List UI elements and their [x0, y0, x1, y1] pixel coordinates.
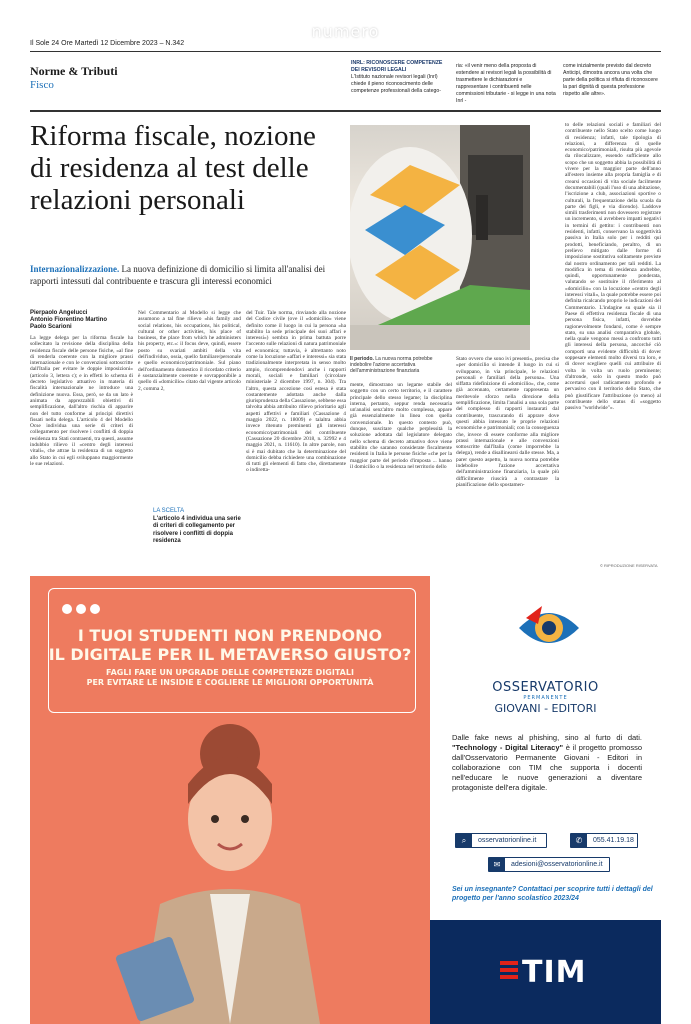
teaser-body: come inizialmente previsto dal decreto Anticipi, dimostra ancora una volta che parte della politica si rifiuta di riconoscere la pari dignità di questa professione rispetto alle altre».	[563, 63, 658, 97]
teacher-question: Sei un insegnante? Contattaci per scoprire tutti i dettagli del progetto per l'anno scolastico 2023/24	[452, 886, 653, 902]
desc-text: è il progetto promosso dall'Osservatorio Permanente Giovani - Editori in collaborazione con TIM che supporta i docenti nell'educare le nuove generazioni a diventare protagoniste dell'era digitale.	[452, 743, 642, 792]
article-column-5: Stato ovvero che sono ivi presenti», precisa che «per domicilio si intende il luogo in cui si sviluppano, in via principale, le relazioni personali e familiari della persona». Una siffatta ridefinizione di «domicilio», che, come già accennato, certamente rappresenta un meritevole sforzo nella direzione della semplificazione, limita l'analisi a una sola parte del complesso di rapporti instaurati dal contribuente, trascurando di apprare dove questi abbia intessuto le proprie relazioni economiche e patrimoniali; con la conseguenza che, invece di essere conforme alla migliore prassi internazionale e alle convenzioni sottoscritte dall'Italia (come imporrebbe la delega), rende a disallinearsi dalle stesse. Ma, a parer questo aspetto, la nuova norma potrebbe indebolire l'azione accertativa dell'amministrazione finanziaria, la quale più difficilmente riuscirà a contrastare la pianificazione dello spostamen-	[456, 356, 559, 488]
org-name	[430, 680, 661, 701]
kicker-label: Internazionalizzazione.	[30, 264, 120, 274]
pull-quote-label: LA SCELTA	[153, 508, 185, 514]
article-column-3: del Tuir. Tale norma, rinviando alla nozione del Codice civile (ove il «domicilio» viene definito come il luogo in cui la persona «ha stabilito la sede principale dei suoi affari e interessi») sembra in prima battuta porre l'accento sulle relazioni di natura patrimoniale ed economica; tuttavia, è altrettanto noto come la locuzione «affari e interessi» sia stata tradizionalmente interpretata in senso molto ampio, ricomprendendovi anche i rapporti morali, sociali e familiari (circolare ministeriale 2 dicembre 1997, n. 304). Tra l'altro, questa accezione così estesa è stata costantemente adottata anche dalla giurisprudenza della Cassazione, sebbene essa talvolta abbia attribuito rilievo prioritario agli aspetti affettivi e familiari (Cassazione 4 maggio 2022, n. 18009) e talaltra abbia invece ritenuto preminenti gli interessi economico/patrimoniali del contribuente (Cassazione 20 dicembre 2018, n. 32992 e 4 maggio 2021, n. 11610). In altre parole, non si è mai dubitato che la determinazione del domicilio debba richiedere una combinazione di tutti gli elementi di fatto che, direttamente o indiretta-	[246, 310, 346, 474]
author: Pierpaolo Angelucci	[30, 310, 88, 316]
mail-icon: ✉	[489, 858, 505, 871]
email-link[interactable]	[488, 857, 610, 872]
teaser-column-1	[351, 60, 451, 95]
ad-subheadline: FAGLI FARE UN UPGRADE DELLE COMPETENZE DIGITALI	[106, 668, 354, 677]
phone-text: 055.41.19.18	[593, 837, 634, 844]
caption-text: La nuova norma potrebbe indebolire l'azione accertativa dell'amministrazione finanziaria	[350, 356, 433, 374]
ad-headline-line: I TUOI STUDENTI NON PRENDONO	[77, 626, 383, 645]
article-column-4: mente, dimostrano un legame stabile del soggetto con un certo territorio, e il carattere principale dello stesso legame; la disciplina interna, pertanto, seppur renda necessaria un'analisi senz'altro molto complessa, appare già essenzialmente in linea con quella convenzionale. In questo contesto può, dunque, suscitare qualche perplessità la soluzione adottata dal legislatore delegato nello schema di decreto attuativo dove viene stabilito che saranno considerate fiscalmente residenti in Italia le persone fisiche «che per la maggior parte del periodo d'imposta ... hanno il domicilio o la residenza nel territorio dello	[350, 382, 452, 470]
article-column-6: to delle relazioni sociali e familiari del contribuente nello Stato scelto come luogo di residenza; infatti, tale tipologia di relazioni, a differenza di quelle economico/patrimoniali, risulta più agevole da rilocalizzare, essendo sufficiente allo scopo che un soggetto abbia la possibilità di vivere per la maggior parte dell'anno all'estero insieme alla propria famiglia e di crearsi occasioni di vita sociale facilmente documentabili (quali l'uso di una abitazione, l'iscrizione a club, associazioni sportive o culturali, la frequentazione della scuola da parte dei figli, e via dicendo). Laddove simili trasferimenti non dovessero registrare un incremento, si avrebbero impatti negativi in termini di gettito: i contribuenti non residenti, infatti, conservano la soggettività passiva in Italia solo per i redditi qui prodotti, beneficiando, peraltro, di un prelievo mitigato dalle forme di imposizione sostitutiva solitamente previste dal nostro ordinamento per tali redditi. La modifica in tema di residenza andrebbe, quindi, opportunamente ponderata, valutando se sostituire il riferimento al «domicilio» con la locuzione «centro degli interessi vitali», la quale potrebbe essere poi definita ricalcando proprio le indicazioni del Commentario. L'indagine su quale sia il Paese di effettiva residenza fiscale di una persona fisica, infatti, dovrebbe ragionevolmente fondarsi, come è sempre stato, su una analisi comparativa globale, nella quale vengono messi a confronto tutti gli interessi della persona, ancorché ciò comporti una evidente difficoltà di dover soppesare elementi molto diversi tra loro, e di dover scegliere quelli cui attribuire di volta in volta un ruolo preminente; d'altronde, solo in questo modo può accertarsi quel radicamento profondo e pervasivo con il territorio dello Stato, che può giustificare l'attribuzione (o meno) al contribuente dello status di «soggetto passivo "worldwide"».	[565, 122, 661, 412]
phone-icon: ✆	[571, 834, 587, 847]
article-photo	[350, 125, 530, 350]
top-bar	[0, 0, 691, 41]
article-headline: Riforma fiscale, nozione di residenza al test delle relazioni personali	[30, 120, 316, 216]
ad-subheadline: PER EVITARE LE INSIDIE E COGLIERE LE MIGLIORI OPPORTUNITÀ	[86, 678, 374, 687]
sponsor-description	[452, 733, 642, 793]
caption-title: Il periodo.	[350, 356, 374, 362]
dot-icon	[76, 604, 86, 614]
observatory-eye-logo	[514, 598, 584, 658]
teaser-body: L'Istituto nazionale revisori legali (Inrl) chiede il pieno riconoscimento delle competenze professionali della catego-	[351, 74, 441, 94]
tim-logo-icon	[500, 961, 518, 982]
agenzia-entrate-logo-photo	[350, 125, 530, 350]
teacher-illustration	[30, 714, 430, 1024]
teaser-column-2	[456, 63, 556, 105]
tim-brand-block	[430, 920, 661, 1024]
website-text: osservatorionline.it	[478, 837, 537, 844]
author: Antonio Fiorentino Martino	[30, 317, 107, 323]
ad-headline-line: IL DIGITALE PER IL METAVERSO GIUSTO?	[48, 645, 412, 664]
copyright: © RIPRODUZIONE RISERVATA	[600, 563, 658, 568]
header-rule	[30, 51, 661, 52]
photo-caption	[350, 356, 440, 374]
section-rule	[30, 110, 661, 112]
numero-logo: numero	[311, 22, 380, 41]
dot-icon	[62, 604, 72, 614]
phone-link[interactable]	[570, 833, 638, 848]
byline	[30, 310, 107, 331]
pull-quote-text: L'articolo 4 individua una serie di criteri di collegamento per risolvere i conflitti di doppia residenza	[153, 515, 241, 544]
article-column-1: La legge delega per la riforma fiscale ha sollecitato la revisione della disciplina della residenza fiscale delle persone fisiche, «al fine di renderla coerente con la migliore prassi internazionale e con le convenzioni sottoscritte dall'Italia per evitare le doppie imposizioni» (articolo 3, lettera c); e in effetti lo schema di decreto legislativo attuativo in materia di fiscalità internazionale ne introduce una definizione nuova. Essa, però, se da un lato è animata da apprezzabili obiettivi di semplificazione, dall'altro rischia di apparire non del tutto conforme ai principi direttivi fissati nella delega. L'articolo 4 del Modello Ocse individua una serie di criteri di collegamento per risolvere i conflitti di doppia residenza tra Stati contraenti, tra questi, assume indubbio rilievo il «centro degli interessi vitali», che attrae la residenza di un soggetto allo Stato in cui egli sviluppano maggiormente le sue relazioni.	[30, 335, 133, 467]
article-kicker	[30, 263, 350, 287]
article-column-2: Nel Commentario al Modello si legge che assumono a tal fine rilievo «his family and social relations, his occupations, his political, cultural or other activities, his place of business, the place from which he administers his property, etc.»: il focus deve, quindi, essere posto su svariati ambiti della vita dell'individuo, ossia, quello familiare/personale e quello economico/patrimoniale. Sul piano dell'ordinamento domestico il ricordato criterio è sostanzialmente coerente e sovrapponibile a quello di «domicilio» citato dal vigente articolo 2, comma 2,	[138, 310, 241, 392]
section-title: Norme & Tributi	[30, 64, 118, 78]
desc-bold: "Technology - Digital Literacy"	[452, 743, 564, 752]
org-perm: PERMANENTE	[523, 695, 568, 701]
website-link[interactable]	[455, 833, 547, 848]
org-name-text: OSSERVATORIO	[492, 680, 599, 695]
window-dots	[62, 601, 104, 619]
teaser-title: INRL: RICONOSCERE COMPETENZE DEI REVISORI LEGALI	[351, 60, 443, 73]
search-icon: ⌕	[456, 834, 472, 847]
masthead-line: Il Sole 24 Ore Martedì 12 Dicembre 2023 – N.342	[30, 40, 185, 47]
teaser-body: ria: «il venir meno della proposta di estendere ai revisori legali la possibilità di trasmettere le dichiarazioni e rappresentare i contribuenti nelle commissioni tributarie - si legge in una nota Inrl -	[456, 63, 556, 104]
kicker-text: La nuova definizione di domicilio si limita all'analisi dei rapporti intessuti dal contribuente e trascura gli interessi economici	[30, 264, 326, 286]
email-text: adesioni@osservatorionline.it	[511, 861, 603, 868]
teaser-column-3	[563, 63, 661, 98]
sponsor-panel	[430, 576, 661, 1024]
section-subtitle: Fisco	[30, 79, 54, 91]
desc-text: Dalle fake news al phishing, sino al furto di dati.	[452, 733, 642, 742]
author: Paolo Scarioni	[30, 324, 72, 330]
org-name-2: GIOVANI - EDITORI	[494, 702, 597, 715]
ad-headline	[30, 626, 430, 664]
pull-quote	[153, 508, 243, 546]
ad-banner[interactable]	[30, 576, 430, 1024]
dot-icon	[90, 604, 100, 614]
tim-brand: TIM	[522, 955, 587, 990]
